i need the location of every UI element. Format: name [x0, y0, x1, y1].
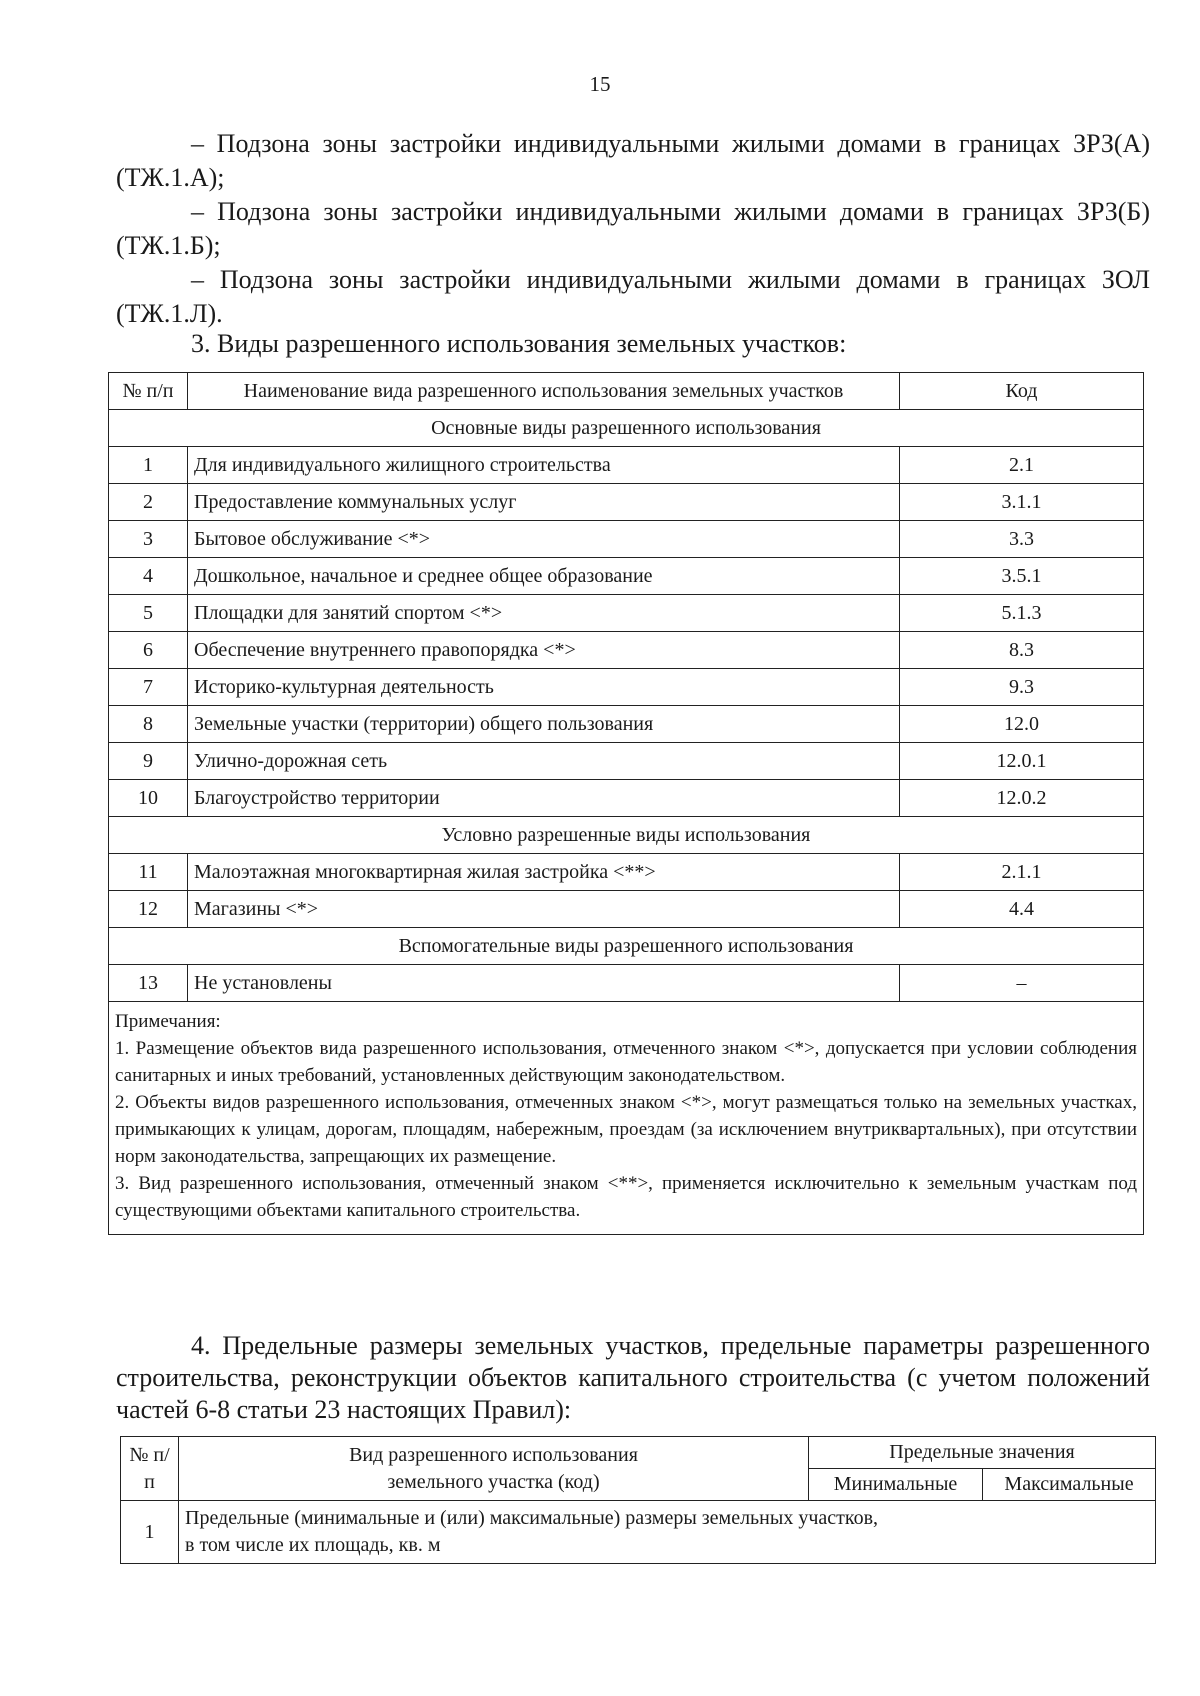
group-title: Основные виды разрешенного использования	[109, 410, 1144, 447]
row-num: 7	[109, 669, 188, 706]
table-row	[109, 595, 1144, 632]
header-use-type	[179, 1437, 809, 1501]
row-text-line: Предельные (минимальные и (или) максимальные) размеры земельных участков,	[185, 1507, 879, 1529]
note-item: 1. Размещение объектов вида разрешенного использования, отмеченного знаком <*>, допускается при условии соблюдения санитарных и иных требований, установленных действующим законодательством.	[115, 1038, 1137, 1086]
zone-subzone-list	[116, 127, 1150, 331]
group-title-row	[109, 817, 1144, 854]
table-row	[109, 706, 1144, 743]
table-header-row	[121, 1437, 1156, 1469]
row-code: 3.5.1	[900, 558, 1144, 595]
row-num: 8	[109, 706, 188, 743]
row-name: Площадки для занятий спортом <*>	[188, 595, 900, 632]
row-num: 13	[109, 965, 188, 1002]
row-code: 3.3	[900, 521, 1144, 558]
row-num: 1	[121, 1501, 179, 1564]
table-header-row	[109, 373, 1144, 410]
header-code: Код	[900, 373, 1144, 410]
table-row	[109, 632, 1144, 669]
group-title-row	[109, 928, 1144, 965]
note-item: 3. Вид разрешенного использования, отмеченный знаком <**>, применяется исключительно к земельным участкам под существующими объектами капитального строительства.	[115, 1173, 1137, 1221]
row-name: Улично-дорожная сеть	[188, 743, 900, 780]
row-num: 2	[109, 484, 188, 521]
row-name: Малоэтажная многоквартирная жилая застройка <**>	[188, 854, 900, 891]
row-num: 12	[109, 891, 188, 928]
row-code: 4.4	[900, 891, 1144, 928]
permitted-use-table	[108, 372, 1144, 1235]
row-code: 12.0	[900, 706, 1144, 743]
row-code: 12.0.1	[900, 743, 1144, 780]
group-title: Условно разрешенные виды использования	[109, 817, 1144, 854]
row-num: 1	[109, 447, 188, 484]
group-title: Вспомогательные виды разрешенного использования	[109, 928, 1144, 965]
row-name: Предоставление коммунальных услуг	[188, 484, 900, 521]
row-name: Магазины <*>	[188, 891, 900, 928]
subzone-item: – Подзона зоны застройки индивидуальными жилыми домами в границах ЗОЛ (ТЖ.1.Л).	[116, 265, 1150, 328]
row-num: 11	[109, 854, 188, 891]
row-name: Благоустройство территории	[188, 780, 900, 817]
header-num: № п/п	[121, 1437, 179, 1501]
row-name: Обеспечение внутреннего правопорядка <*>	[188, 632, 900, 669]
row-num: 3	[109, 521, 188, 558]
row-code: 2.1.1	[900, 854, 1144, 891]
table-row	[109, 891, 1144, 928]
row-num: 6	[109, 632, 188, 669]
row-code: –	[900, 965, 1144, 1002]
row-text	[179, 1501, 1156, 1564]
table-row	[109, 780, 1144, 817]
row-name: Земельные участки (территории) общего пользования	[188, 706, 900, 743]
table-row	[109, 669, 1144, 706]
row-num: 4	[109, 558, 188, 595]
row-name: Для индивидуального жилищного строительства	[188, 447, 900, 484]
row-name: Не установлены	[188, 965, 900, 1002]
row-num: 5	[109, 595, 188, 632]
row-name: Бытовое обслуживание <*>	[188, 521, 900, 558]
header-max: Максимальные	[983, 1469, 1156, 1501]
page-number: 15	[589, 72, 611, 96]
table-row	[109, 447, 1144, 484]
table-row	[109, 965, 1144, 1002]
row-num: 9	[109, 743, 188, 780]
table-row	[109, 743, 1144, 780]
row-code: 3.1.1	[900, 484, 1144, 521]
header-name: Наименование вида разрешенного использования земельных участков	[188, 373, 900, 410]
row-name: Историко-культурная деятельность	[188, 669, 900, 706]
table-row	[109, 854, 1144, 891]
row-code: 9.3	[900, 669, 1144, 706]
notes-title: Примечания:	[115, 1011, 221, 1032]
limits-table	[120, 1436, 1156, 1564]
subzone-item: – Подзона зоны застройки индивидуальными жилыми домами в границах ЗРЗ(А) (ТЖ.1.А);	[116, 129, 1150, 192]
header-use-type-line: земельного участка (код)	[387, 1470, 600, 1493]
section-4-heading: 4. Предельные размеры земельных участков, предельные параметры разрешенного строительства, реконструкции объектов капитального строительства (с учетом положений частей 6-8 статьи 23 настоящих Правил):	[116, 1331, 1150, 1424]
table-row	[121, 1501, 1156, 1564]
row-code: 2.1	[900, 447, 1144, 484]
table-row	[109, 521, 1144, 558]
header-use-type-line: Вид разрешенного использования	[349, 1443, 638, 1466]
row-text-line: в том числе их площадь, кв. м	[185, 1534, 441, 1556]
group-title-row	[109, 410, 1144, 447]
row-num: 10	[109, 780, 188, 817]
notes-cell	[109, 1002, 1144, 1235]
row-code: 12.0.2	[900, 780, 1144, 817]
note-item: 2. Объекты видов разрешенного использования, отмеченных знаком <*>, могут размещаться только на земельных участках, примыкающих к улицам, дорогам, площадям, набережным, проездам (за исключением внутриквартальных), при отсутствии норм законодательства, запрещающих их размещение.	[115, 1092, 1137, 1167]
header-num: № п/п	[109, 373, 188, 410]
row-code: 5.1.3	[900, 595, 1144, 632]
row-code: 8.3	[900, 632, 1144, 669]
section-3-heading: 3. Виды разрешенного использования земельных участков:	[191, 329, 847, 358]
notes-row	[109, 1002, 1144, 1235]
subzone-item: – Подзона зоны застройки индивидуальными жилыми домами в границах ЗРЗ(Б) (ТЖ.1.Б);	[116, 197, 1150, 260]
header-limits: Предельные значения	[809, 1437, 1156, 1469]
row-name: Дошкольное, начальное и среднее общее образование	[188, 558, 900, 595]
table-row	[109, 558, 1144, 595]
header-min: Минимальные	[809, 1469, 983, 1501]
table-row	[109, 484, 1144, 521]
